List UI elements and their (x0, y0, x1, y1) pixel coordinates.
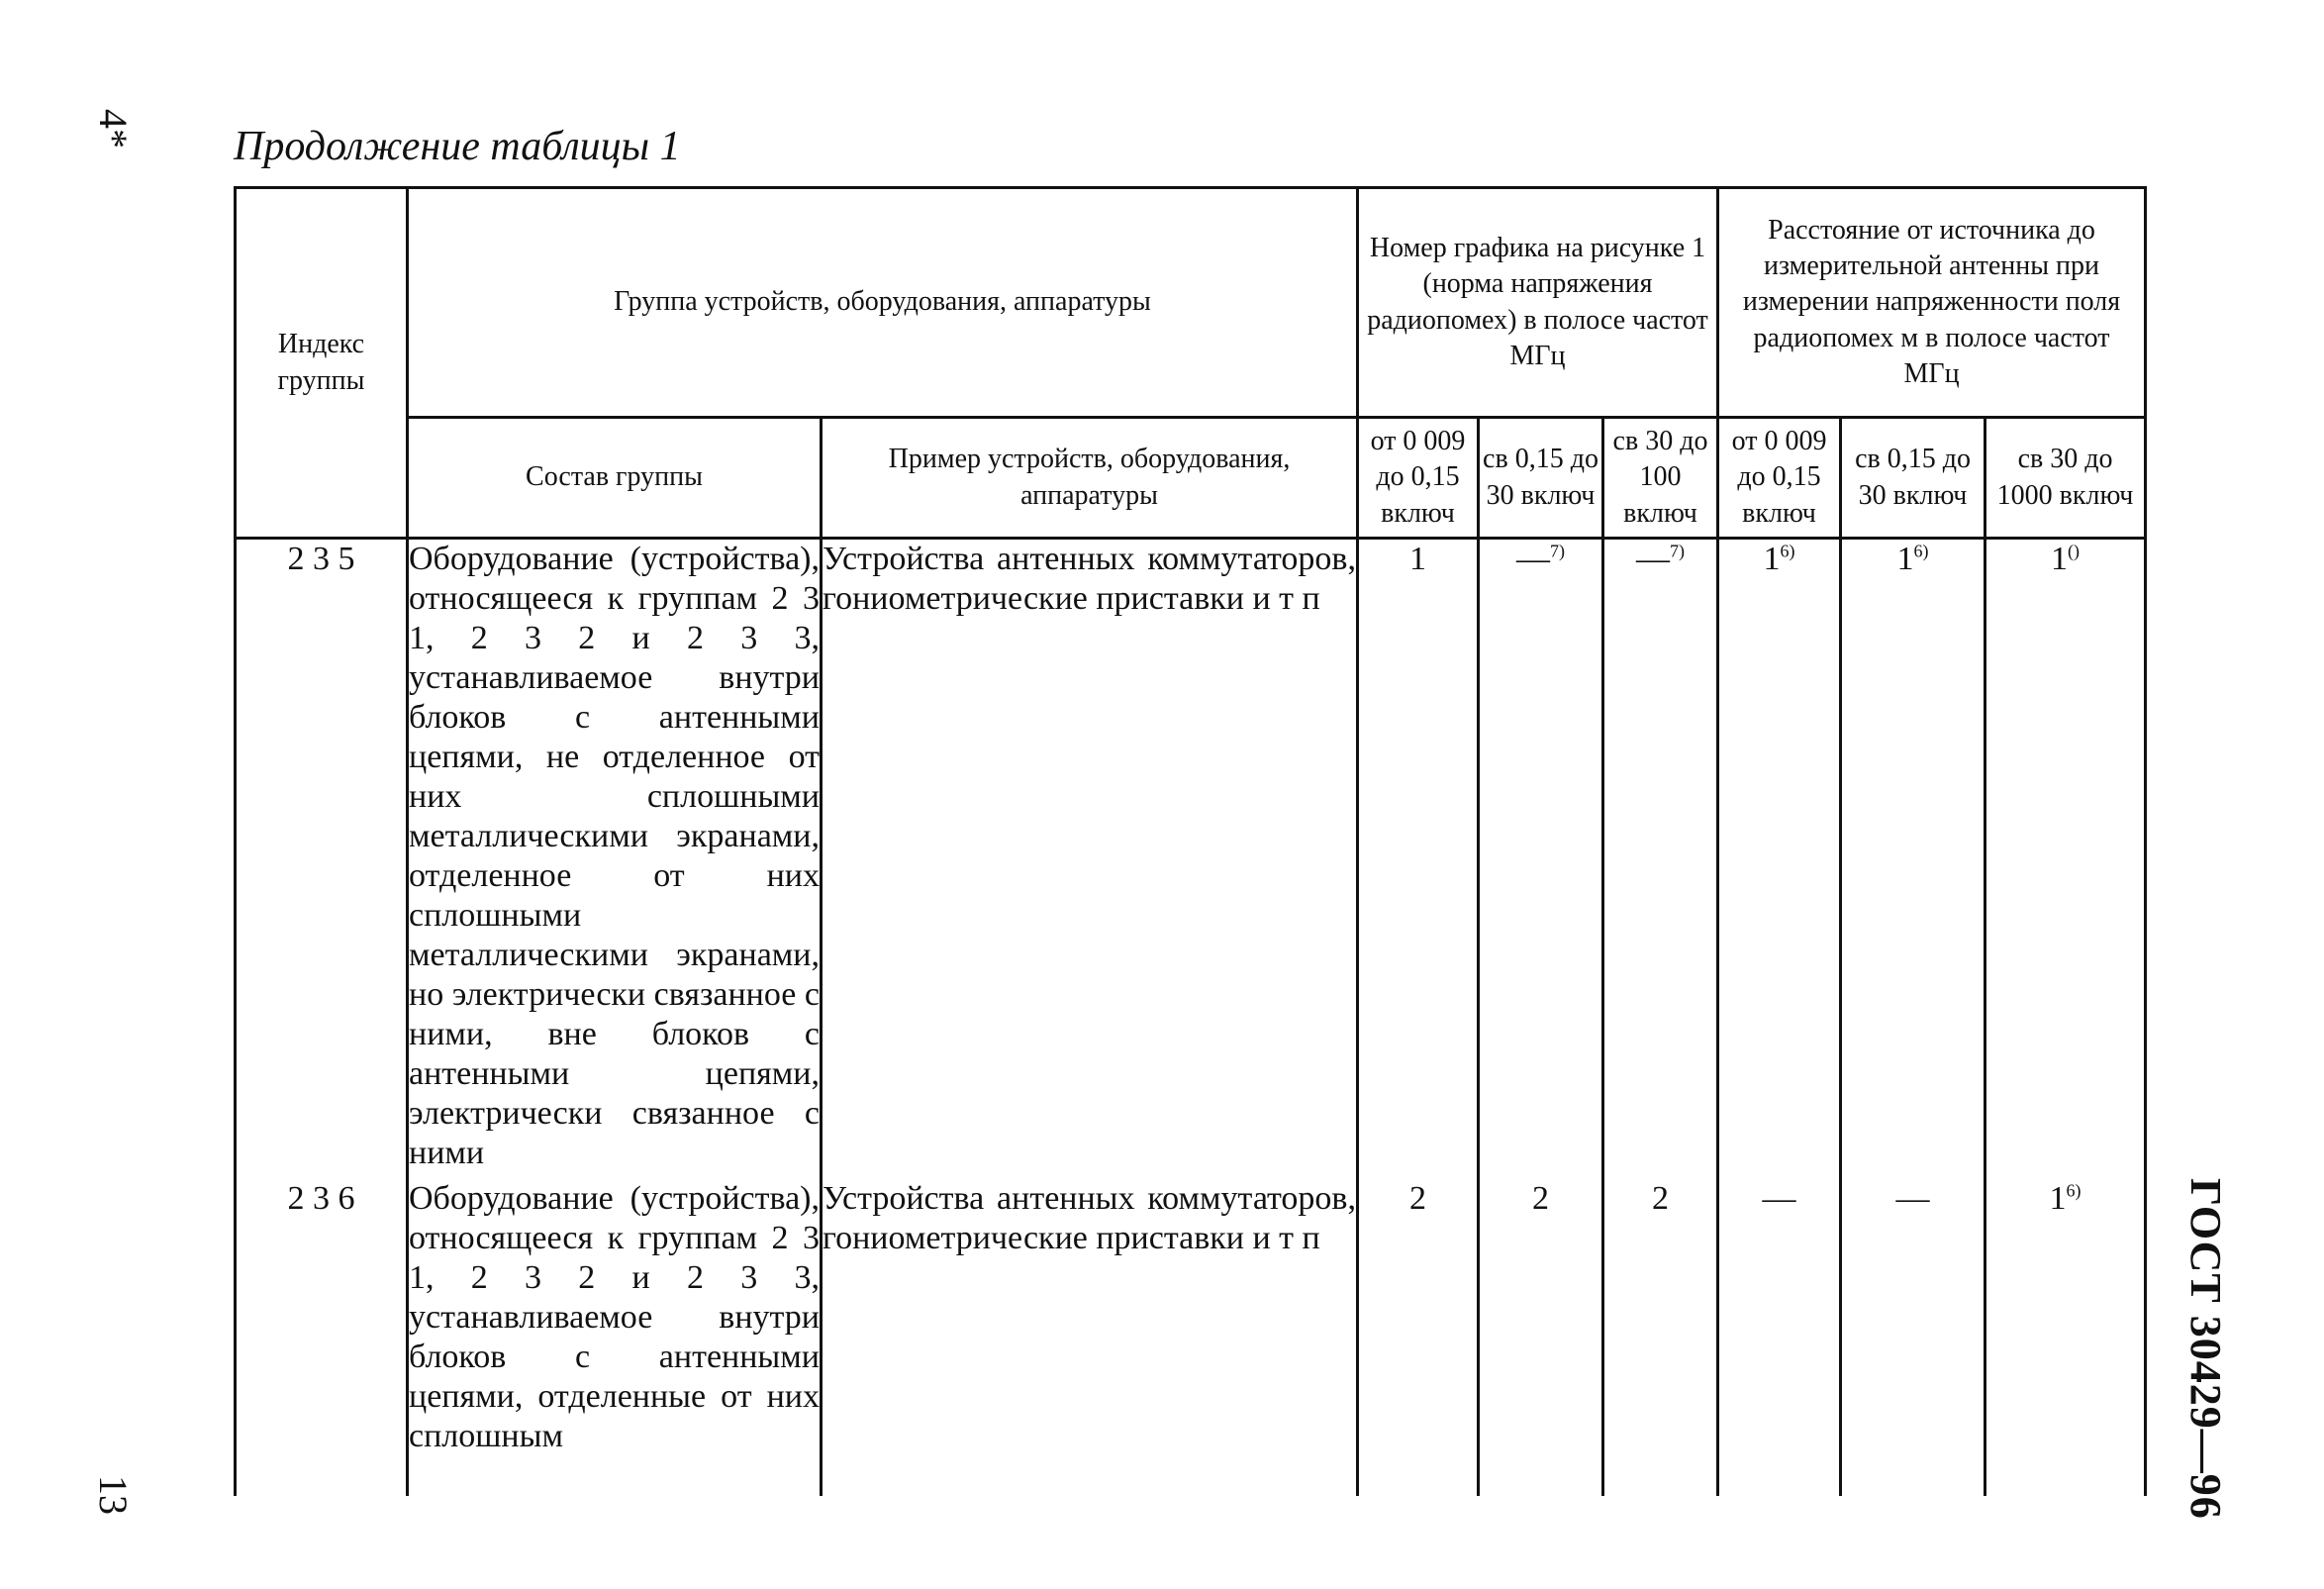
footnote-mark: () (2068, 541, 2081, 561)
footnote-mark: 6) (1913, 541, 1929, 561)
example-cell (822, 539, 1358, 1174)
distance-value: 1 (2051, 541, 2069, 577)
distance-value: 1 (2049, 1180, 2067, 1217)
graph-value-cell (1479, 539, 1603, 1174)
graph-value: — (1516, 541, 1550, 577)
composition-text: Оборудование (устройства), относящееся к группам 2 3 1, 2 3 2 и 2 3 3, устанавливаемое внутри блоков с антенными цепями, не отделенное от них сплошными металлическими экранами, отделенное от них сплошными металлическими экранами, но электрически связанное с ними, вне блоков с антенными цепями, электрически связанное с ними (409, 541, 820, 1171)
document-code: ГОСТ 30429—96 (2181, 1178, 2230, 1520)
standard-table (234, 186, 2147, 1496)
composition-cell (408, 1173, 822, 1496)
example-cell (822, 1173, 1358, 1496)
distance-value-cell (1985, 539, 2146, 1174)
distance-value-cell (1718, 539, 1841, 1174)
header-example-text: Пример устройств, оборудования, аппаратуры (888, 444, 1291, 511)
distance-value-cell (1718, 1173, 1841, 1496)
graph-value-cell (1358, 1173, 1479, 1496)
header-graph-band (1479, 418, 1603, 539)
distance-value-cell (1985, 1173, 2146, 1496)
page-number: 13 (91, 1475, 136, 1515)
header-graph-number-text: Номер графика на рисунке 1 (норма напряжения радиопомех) в полосе частот МГц (1367, 232, 1708, 371)
distance-value-cell (1841, 539, 1985, 1174)
graph-value: 2 (1409, 1180, 1426, 1217)
graph-value: 2 (1532, 1180, 1549, 1217)
graph-value-cell (1358, 539, 1479, 1174)
header-index (236, 188, 408, 539)
footnote-mark: 7) (1550, 541, 1565, 561)
header-graph-band (1603, 418, 1718, 539)
header-composition-text: Состав группы (526, 461, 703, 493)
distance-value: 1 (1896, 541, 1914, 577)
example-text: Устройства антенных коммутаторов, гониометрические приставки и т п (823, 541, 1356, 617)
header-graph-band-text: св 30 до 100 включ (1612, 425, 1708, 529)
header-distance-text: Расстояние от источника до измерительной антенны при измерении напряженности поля радиопомех м в полосе частот МГц (1742, 214, 2121, 390)
page-star-mark: 4* (91, 109, 136, 149)
header-example (822, 418, 1358, 539)
graph-value-cell (1479, 1173, 1603, 1496)
footnote-mark: 6) (1780, 541, 1795, 561)
header-graph-band-text: св 0,15 до 30 включ (1483, 444, 1598, 511)
footnote-mark: 6) (2066, 1180, 2082, 1201)
graph-value-cell (1603, 1173, 1718, 1496)
group-index: 2 3 5 (287, 541, 355, 577)
header-distance-band-text: св 0,15 до 30 включ (1855, 444, 1971, 511)
header-distance-band (1718, 418, 1841, 539)
distance-value: — (1895, 1180, 1930, 1217)
header-composition (408, 418, 822, 539)
footnote-mark: 7) (1670, 541, 1685, 561)
group-index: 2 3 6 (287, 1180, 355, 1217)
group-index-cell (236, 539, 408, 1174)
header-distance-band-text: от 0 009 до 0,15 включ (1731, 425, 1827, 529)
composition-text: Оборудование (устройства), относящееся к группам 2 3 1, 2 3 2 и 2 3 3, устанавливаемое внутри блоков с антенными цепями, отделенные от них сплошным (409, 1180, 820, 1454)
header-group-text: Группа устройств, оборудования, аппаратуры (614, 286, 1151, 318)
example-text: Устройства антенных коммутаторов, гониометрические приставки и т п (823, 1180, 1356, 1256)
header-group (408, 188, 1358, 418)
distance-value: 1 (1763, 541, 1781, 577)
graph-value-cell (1603, 539, 1718, 1174)
graph-value: 1 (1409, 541, 1426, 577)
header-distance-band (1841, 418, 1985, 539)
header-graph-band (1358, 418, 1479, 539)
header-graph-number (1358, 188, 1718, 418)
distance-value-cell (1841, 1173, 1985, 1496)
table-row (236, 539, 2146, 1174)
graph-value: — (1636, 541, 1670, 577)
header-distance-band-text: св 30 до 1000 включ (1996, 444, 2134, 511)
header-distance (1718, 188, 2146, 418)
table-caption: Продолжение таблицы 1 (234, 124, 681, 169)
composition-cell (408, 539, 822, 1174)
header-distance-band (1985, 418, 2146, 539)
table-row (236, 1173, 2146, 1496)
group-index-cell (236, 1173, 408, 1496)
header-index-text: Индекс группы (277, 329, 365, 396)
header-graph-band-text: от 0 009 до 0,15 включ (1370, 425, 1466, 529)
graph-value: 2 (1652, 1180, 1669, 1217)
distance-value: — (1762, 1180, 1796, 1217)
